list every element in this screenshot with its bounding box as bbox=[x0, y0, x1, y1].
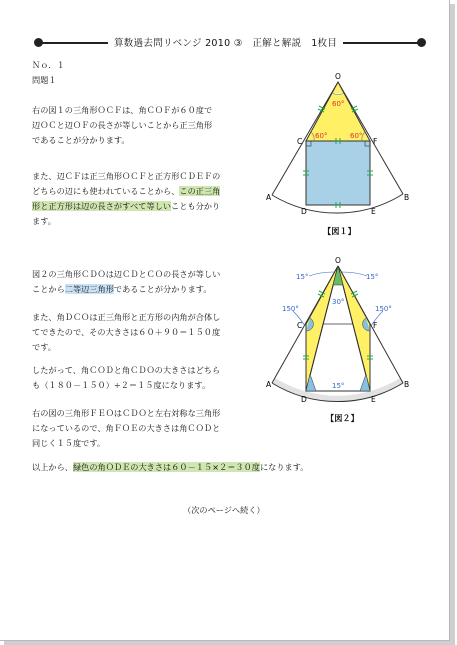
para5-line2: も（１８０－１５０）÷２＝１５度になります。 bbox=[32, 380, 211, 390]
para4-line1: また、角ＤＣＯは正三角形と正方形の内角が合体し bbox=[32, 312, 221, 322]
fig1-angle-top-label: 60° bbox=[332, 100, 345, 108]
fig1-angle-right-label: 60° bbox=[350, 132, 363, 140]
para4-line3: です。 bbox=[32, 342, 56, 352]
para3-text-cont: であることが分かります。 bbox=[113, 284, 212, 294]
conclusion-text-cont: になります。 bbox=[259, 462, 309, 472]
para1-line2: 辺ＯＣと辺ＯＦの長さが等しいことから正三角形 bbox=[32, 120, 213, 130]
fig1-label-b: B bbox=[404, 193, 410, 202]
para2-line4: ます。 bbox=[32, 216, 56, 226]
fig1-angle-left-label: 60° bbox=[315, 132, 328, 140]
fig2-label-e: E bbox=[371, 395, 376, 404]
para4-line2: てできたので、その大きさは６０＋９０＝１５０度 bbox=[32, 327, 221, 337]
para1-line3: であることが分かります。 bbox=[32, 135, 130, 145]
para2-line1: また、辺ＣＦは正三角形ＯＣＦと正方形ＣＤＥＦの bbox=[32, 171, 221, 181]
para6-line2: になっているので、角ＦＯＥの大きさは角ＣＯＤと bbox=[32, 423, 221, 433]
para2-text: どちらの辺にも使われていることから、 bbox=[32, 186, 180, 196]
fig2-label-c: C bbox=[297, 321, 303, 330]
figure-2-caption: 【図２】 bbox=[326, 413, 359, 423]
problem-title: 問題１ bbox=[32, 75, 57, 85]
header-title: 算数過去問リベンジ 2010 ③ 正解と解説 1枚目 bbox=[108, 35, 343, 49]
fig2-label-o: O bbox=[335, 256, 341, 265]
fig1-label-a: A bbox=[266, 193, 272, 202]
fig2-label-f: F bbox=[373, 321, 378, 330]
fig1-label-f: F bbox=[373, 137, 378, 146]
para2-highlight-cont: 形と正方形は辺の長さがすべて等しい bbox=[32, 201, 172, 211]
continue-note: （次のページへ続く） bbox=[183, 505, 265, 515]
fig2-label-d: D bbox=[301, 395, 307, 404]
fig1-label-o: O bbox=[335, 72, 341, 81]
para2-text-cont: ことも分かり bbox=[171, 201, 221, 211]
fig2-angle-bottom-label: 15° bbox=[332, 382, 345, 390]
fig2-angle-dco-label: 150° bbox=[282, 305, 299, 313]
fig2-angle-foe-label: 15° bbox=[366, 273, 379, 281]
conclusion-text: 以上から、 bbox=[32, 462, 73, 472]
para2-highlight: この正三角 bbox=[179, 186, 221, 196]
fig2-label-a: A bbox=[266, 380, 272, 389]
fig2-angle-efo-label: 150° bbox=[375, 305, 392, 313]
fig2-angle-cod-label: 15° bbox=[296, 273, 309, 281]
para3-text: ことから bbox=[32, 284, 65, 294]
para5-line1: したがって、角ＣＯＤと角ＣＤＯの大きさはどちら bbox=[32, 365, 221, 375]
fig2-label-b: B bbox=[404, 380, 410, 389]
para6-line1: 右の図の三角形ＦＥＯはＣＤＯと左右対称な三角形 bbox=[32, 408, 221, 418]
para1-line1: 右の図１の三角形ＯＣＦは、角ＣＯＦが６０度で bbox=[32, 105, 213, 115]
fig1-label-d: D bbox=[301, 207, 307, 216]
para3-highlight: 二等辺三角形 bbox=[64, 284, 114, 294]
fig2-angle-ode-label: 30° bbox=[332, 298, 345, 306]
fig1-label-e: E bbox=[371, 207, 376, 216]
para6-line3: 同じく１５度です。 bbox=[32, 438, 106, 448]
conclusion-highlight: 緑色の角ＯＤＥの大きさは６０－１５×２＝３０度 bbox=[72, 462, 260, 472]
problem-number: Ｎｏ．１ bbox=[32, 60, 65, 70]
figure-1-caption: 【図１】 bbox=[323, 226, 356, 236]
fig1-label-c: C bbox=[297, 137, 303, 146]
para3-line1: 図２の三角形ＣＤＯは辺ＣＤとＣＯの長さが等しい bbox=[32, 269, 221, 279]
